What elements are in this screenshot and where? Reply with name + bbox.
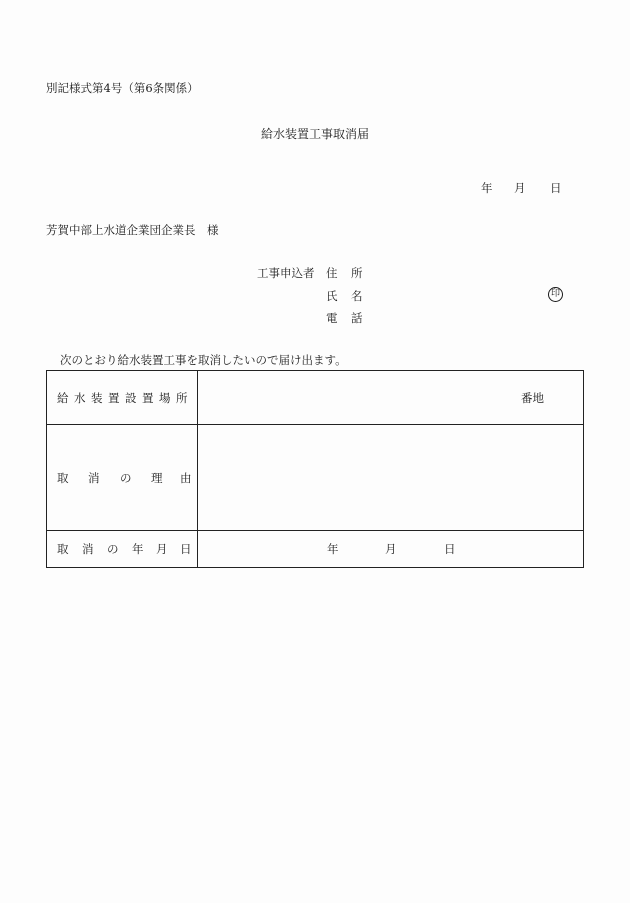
document-title: 給水装置工事取消届 — [260, 127, 369, 141]
cancellation-date-field[interactable] — [198, 531, 584, 568]
addressee: 芳賀中部上水道企業団企業長 様 — [46, 223, 219, 237]
installation-location-label: 給 水 装 置 設 置 場 所 — [47, 371, 198, 425]
cancellation-reason-field[interactable] — [198, 425, 584, 531]
table-row — [47, 371, 584, 425]
table-row — [47, 531, 584, 568]
cancellation-date-label: 取 消 の 年 月 日 — [47, 531, 198, 568]
date-month-label: 月 — [514, 181, 526, 195]
date-year-label: 年 — [481, 181, 493, 195]
cancellation-reason-label: 取 消 の 理 由 — [47, 425, 198, 531]
phone-label: 電 話 — [326, 311, 363, 325]
installation-location-field[interactable] — [198, 371, 584, 425]
address-label: 住 所 — [326, 266, 363, 280]
banchi-suffix: 番地 — [521, 390, 544, 405]
intro-text: 次のとおり給水装置工事を取消したいので届け出ます。 — [60, 353, 347, 367]
cancel-day-label: 日 — [444, 542, 456, 556]
cancel-month-label: 月 — [385, 542, 397, 556]
cancel-year-label: 年 — [327, 542, 339, 556]
cancellation-form-table — [46, 370, 584, 568]
date-day-label: 日 — [550, 181, 562, 195]
applicant-label: 工事申込者 — [257, 266, 315, 280]
form-number: 別記様式第4号（第6条関係） — [46, 81, 199, 95]
name-label: 氏 名 — [326, 289, 363, 303]
seal-mark: 印 — [548, 287, 563, 302]
table-row — [47, 425, 584, 531]
